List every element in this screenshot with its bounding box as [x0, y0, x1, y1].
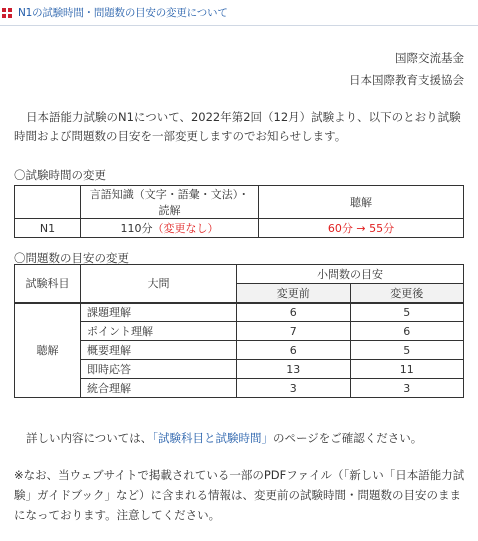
header-before: 変更前 [237, 284, 351, 303]
major-cell: 統合理解 [81, 379, 237, 398]
detail-post: のページをご確認ください。 [273, 431, 423, 445]
table-row [15, 360, 464, 379]
detail-line [14, 430, 422, 446]
before-cell: 13 [237, 360, 351, 379]
section-heading-time: 〇試験時間の変更 [14, 168, 106, 182]
level-cell: N1 [15, 219, 81, 238]
page-title-bar [0, 0, 478, 26]
header-minor: 小問数の目安 [237, 265, 464, 284]
table-header-cell [15, 186, 81, 219]
detail-pre: 詳しい内容については、 [26, 431, 153, 445]
major-cell: 概要理解 [81, 341, 237, 360]
pdf-note-paragraph: ※なお、当ウェブサイトで掲載されている一部のPDFファイル（「新しい「日本語能力試験」ガイドブック」など）に含まれる情報は、変更前の試験時間・問題数の目安のままになっております。注意してください。 [14, 468, 465, 522]
major-cell: 即時応答 [81, 360, 237, 379]
major-cell: ポイント理解 [81, 322, 237, 341]
after-cell: 5 [350, 303, 464, 322]
after-cell: 5 [350, 341, 464, 360]
major-cell: 課題理解 [81, 303, 237, 322]
header-after: 変更後 [350, 284, 464, 303]
header-major: 大問 [81, 265, 237, 303]
before-cell: 6 [237, 341, 351, 360]
table-row [15, 322, 464, 341]
intro-paragraph: 日本語能力試験のN1について、2022年第2回（12月）試験より、以下のとおり試験時間および問題数の目安を一部変更しますのでお知らせします。 [14, 110, 461, 143]
table-header-cell: 言語知識（文字・語彙・文法）・読解 [81, 186, 259, 219]
after-cell: 6 [350, 322, 464, 341]
before-cell: 6 [237, 303, 351, 322]
before-cell: 7 [237, 322, 351, 341]
question-count-table [14, 264, 464, 398]
header-subject: 試験科目 [15, 265, 81, 303]
table-header-row [15, 265, 464, 284]
org-name-1: 国際交流基金 [395, 51, 464, 65]
no-change-note: （変更なし） [152, 222, 219, 235]
table-header-cell: 聴解 [259, 186, 464, 219]
section-heading-questions: 〇問題数の目安の変更 [14, 251, 129, 265]
table-header-row [15, 186, 464, 219]
time-change-table [14, 185, 464, 238]
knowledge-time: 110分 [120, 222, 153, 235]
page-title: N1の試験時間・問題数の目安の変更について [18, 7, 228, 19]
org-name-2: 日本国際教育支援協会 [349, 73, 464, 87]
knowledge-time-cell [81, 219, 259, 238]
before-cell: 3 [237, 379, 351, 398]
table-row [15, 303, 464, 322]
table-row [15, 341, 464, 360]
after-cell: 11 [350, 360, 464, 379]
table-row [15, 219, 464, 238]
table-row [15, 379, 464, 398]
listening-time-cell: 60分 → 55分 [259, 219, 464, 238]
after-cell: 3 [350, 379, 464, 398]
grid-bullet-icon [2, 8, 12, 18]
subject-cell: 聴解 [15, 303, 81, 398]
exam-subjects-link[interactable]: 「試験科目と試験時間」 [152, 431, 274, 445]
